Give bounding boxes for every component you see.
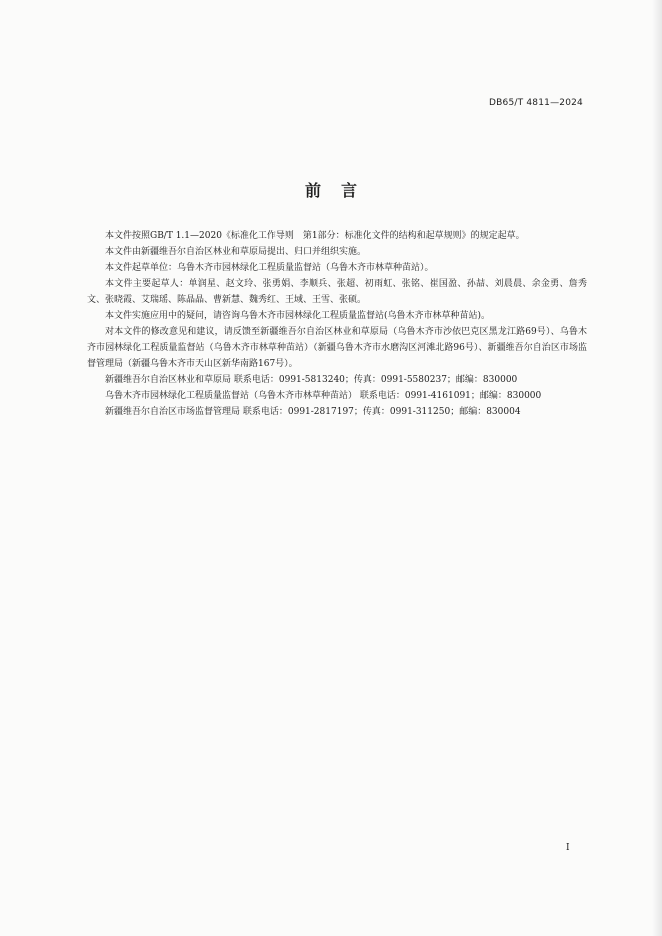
page-number: I	[566, 843, 570, 853]
paragraph-drafters: 本文件主要起草人：单润星、赵文玲、张勇娟、李顺兵、张超、初雨虹、张铭、崔国盈、孙喆、刘晨晨、余金勇、詹秀文、张晓霞、艾瑞瑶、陈晶晶、曹新慧、魏秀红、王域、王雪、张硕。	[87, 279, 587, 305]
paragraph-drafting-unit: 本文件起草单位：乌鲁木齐市园林绿化工程质量监督站（乌鲁木齐市林草种苗站）。	[105, 263, 434, 273]
paragraph-proposer: 本文件由新疆维吾尔自治区林业和草原局提出、归口并组织实施。	[105, 247, 367, 257]
paragraph-inquiries: 本文件实施应用中的疑问，请咨询乌鲁木齐市园林绿化工程质量监督站(乌鲁木齐市林草种苗站)。	[105, 311, 491, 321]
foreword-content	[87, 228, 587, 420]
paragraph-contact-market: 新疆维吾尔自治区市场监督管理局 联系电话：0991-2817197；传真：0991-311250；邮编：830004	[105, 407, 521, 417]
page-title: 前言	[304, 181, 377, 200]
paragraph-contact-forestry: 新疆维吾尔自治区林业和草原局 联系电话：0991-5813240；传真：0991-5580237；邮编：830000	[105, 375, 518, 385]
paragraph-drafting-rules: 本文件按照GB/T 1.1—2020《标准化工作导则 第1部分：标准化文件的结构和起草规则》的规定起草。	[105, 231, 525, 241]
paragraph-contact-landscaping: 乌鲁木齐市园林绿化工程质量监督站（乌鲁木齐市林草种苗站） 联系电话：0991-4161091；邮编：830000	[105, 391, 542, 401]
page-edge-shadow	[652, 0, 662, 936]
document-code: DB65/T 4811—2024	[489, 98, 583, 108]
paragraph-feedback: 对本文件的修改意见和建议，请反馈至新疆维吾尔自治区林业和草原局（乌鲁木齐市沙依巴克区黑龙江路69号）、乌鲁木齐市园林绿化工程质量监督站（乌鲁木齐市林草种苗站）（新疆乌鲁木齐市水磨沟区河滩北路96号）、新疆维吾尔自治区市场监督管理局（新疆乌鲁木齐市天山区新华南路167号）。	[87, 327, 587, 369]
